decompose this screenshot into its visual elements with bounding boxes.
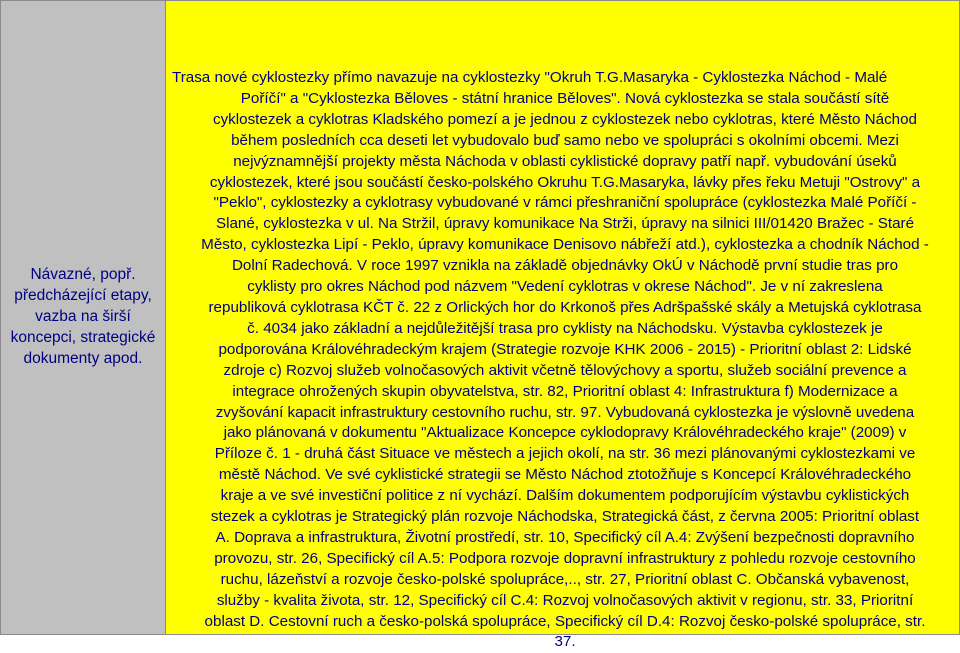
text-line: kraje a ve své investiční politice z ní vychází. Dalším dokumentem podporujícím výstavbu cyklistických <box>220 487 910 505</box>
text-line: nejvýznamnější projekty města Náchoda v oblasti cyklistické dopravy patří např. vybudování úseků <box>233 152 897 170</box>
label-cell <box>0 0 166 635</box>
description-text <box>172 68 958 653</box>
text-line: služby - kvalita života, str. 12, Specifický cíl C.4: Rozvoj volnočasových aktivit v regionu, str. 33, Prioritní <box>216 591 914 609</box>
text-line: jako plánovaná v dokumentu "Aktualizace Koncepce cyklodopravy Královéhradeckého kraje" (2009) v <box>223 424 907 442</box>
text-line: Trasa nové cyklostezky přímo navazuje na cyklostezky "Okruh T.G.Masaryka - Cyklostezka Náchod - Malé <box>172 69 888 86</box>
text-line: republiková cyklotrasa KČT č. 22 z Orlických hor do Krkonoš přes Adršpašské skály a Metujská cyklotrasa <box>208 298 922 316</box>
text-line: zvyšování kapacit infrastruktury cestovního ruchu, str. 97. Vybudovaná cyklostezka je výslovně uvedena <box>215 403 915 421</box>
text-line: cyklisty pro okres Náchod pod názvem "Vedení cyklotras v okrese Náchod". Je v ní zakreslena <box>247 278 883 296</box>
text-line: během posledních cca deseti let vybudovalo buď samo nebo ve spolupráci s okolními obcemi. Mezi <box>231 131 899 149</box>
text-line: ruchu, lázeňství a rozvoje česko-polské spolupráce,.., str. 27, Prioritní oblast C. Občanská vybavenost, <box>220 570 910 588</box>
text-line: cyklostezek, které jsou součástí česko-polského Okruhu T.G.Masaryka, lávky přes řeku Metuji "Ostrovy" a <box>209 173 921 191</box>
content-cell <box>166 0 960 651</box>
row-label: Návazné, popř. předcházející etapy, vazba na širší koncepci, strategické dokumenty apod. <box>10 266 156 367</box>
text-line: zdroje c) Rozvoj služeb volnočasových aktivit včetně tělovýchovy a sportu, služeb sociální prevence a <box>223 361 907 379</box>
text-line: oblast D. Cestovní ruch a česko-polská spolupráce, Specifický cíl D.4: Rozvoj česko-polské spolupráce, str. <box>204 612 926 630</box>
text-line: Poříčí" a "Cyklostezka Běloves - státní hranice Běloves". Nová cyklostezka se stala součástí sítě <box>240 89 890 107</box>
text-line: 37. <box>554 633 576 651</box>
text-line: Příloze č. 1 - druhá část Situace ve městech a jejich okolí, na str. 36 mezi plánovanými cyklostezkami ve <box>214 445 916 463</box>
text-line: "Peklo", cyklostezky a cyklotrasy vybudované v rámci přeshraniční spolupráce (cyklostezka Malé Poříčí - <box>213 194 917 212</box>
text-line: Slané, cyklostezka v ul. Na Stržil, úpravy komunikace Na Strži, úpravy na silnici III/01420 Bražec - Staré <box>215 215 915 233</box>
text-line: Město, cyklostezka Lipí - Peklo, úpravy komunikace Denisovo nábřeží atd.), cyklostezka a chodník Náchod - <box>201 236 929 254</box>
text-line: podporována Královéhradeckým krajem (Strategie rozvoje KHK 2006 - 2015) - Prioritní oblast 2: Lidské <box>218 340 912 358</box>
text-line: stezek a cyklotras je Strategický plán rozvoje Náchodska, Strategická část, z června 2005: Prioritní oblast <box>210 508 920 526</box>
text-line: městě Náchod. Ve své cyklistické strategii se Město Náchod ztotožňuje s Koncepcí Královéhradeckého <box>218 466 912 484</box>
text-line: cyklostezek a cyklotras Kladského pomezí a je jednou z cyklostezek nebo cyklotras, které Město Náchod <box>212 110 918 128</box>
text-line: A. Doprava a infrastruktura, Životní prostředí, str. 10, Specifický cíl A.4: Zvýšení bezpečnosti dopravního <box>215 528 915 546</box>
text-line: provozu, str. 26, Specifický cíl A.5: Podpora rozvoje dopravní infrastruktury z pohledu rozvoje cestovního <box>214 549 916 567</box>
text-line: integrace ohrožených skupin obyvatelstva, str. 82, Prioritní oblast 4: Infrastruktura f) Modernizace a <box>232 382 898 400</box>
text-line: Dolní Radechová. V roce 1997 vznikla na základě objednávky OkÚ v Náchodě první studie tras pro <box>231 257 899 275</box>
text-line: č. 4034 jako základní a nejdůležitější trasa pro cyklisty na Náchodsku. Výstavba cyklostezek je <box>247 319 883 337</box>
